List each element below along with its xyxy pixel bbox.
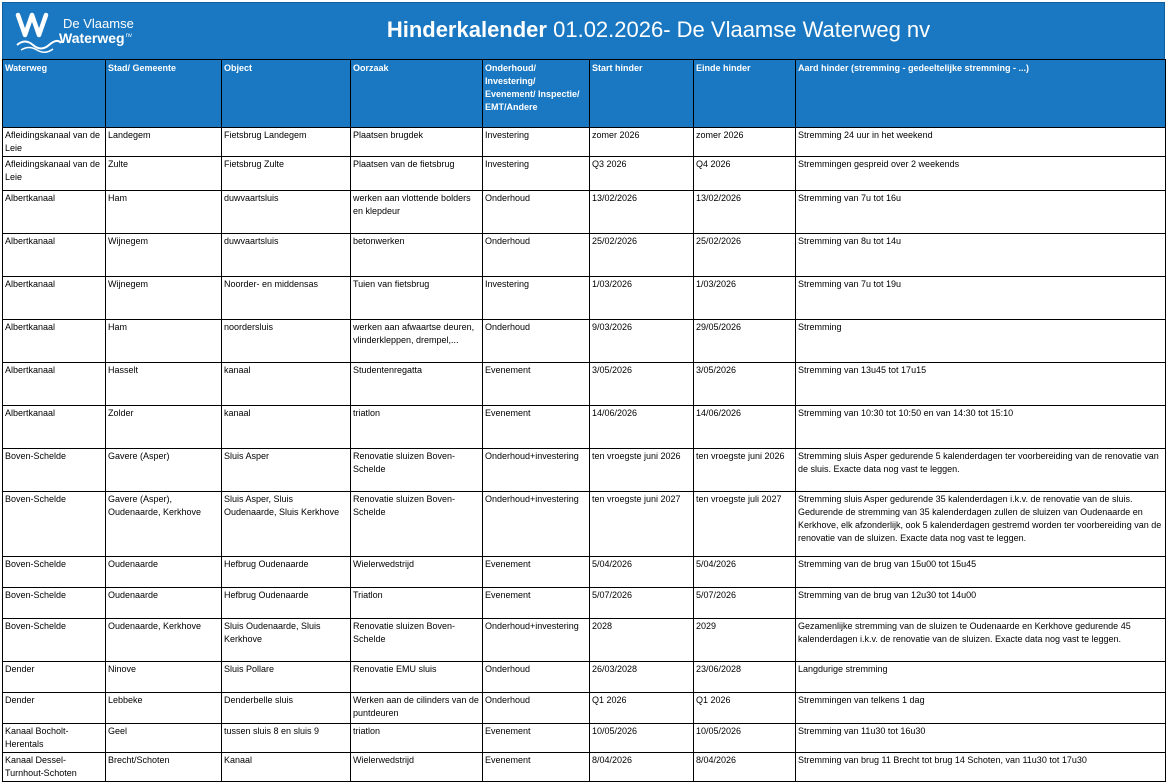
cell-object: Kanaal bbox=[222, 753, 351, 782]
cell-type: Onderhoud+investering bbox=[483, 492, 590, 557]
cell-waterweg: Afleidingskanaal van de Leie bbox=[3, 157, 106, 191]
table-row bbox=[3, 492, 1166, 557]
table-row bbox=[3, 406, 1166, 449]
cell-waterweg: Albertkanaal bbox=[3, 277, 106, 320]
logo bbox=[15, 11, 155, 55]
table-row bbox=[3, 724, 1166, 753]
table-row bbox=[3, 449, 1166, 492]
cell-start: zomer 2026 bbox=[590, 128, 694, 157]
cell-start: 26/03/2028 bbox=[590, 662, 694, 693]
cell-object: noordersluis bbox=[222, 320, 351, 363]
cell-object: kanaal bbox=[222, 406, 351, 449]
column-header: Waterweg bbox=[3, 60, 106, 128]
cell-einde: 5/04/2026 bbox=[694, 557, 796, 588]
cell-aard: Stremming sluis Asper gedurende 5 kalenderdagen ter voorbereiding van de renovatie van de sluis. Exacte data nog vast te leggen. bbox=[796, 449, 1166, 492]
header-banner bbox=[2, 2, 1165, 60]
column-header: Onderhoud/ Investering/ Evenement/ Inspectie/ EMT/Andere bbox=[483, 60, 590, 128]
cell-einde: 23/06/2028 bbox=[694, 662, 796, 693]
table-header-row bbox=[3, 60, 1166, 128]
cell-oorzaak: Wielerwedstrijd bbox=[351, 753, 483, 782]
cell-oorzaak: Renovatie sluizen Boven-Schelde bbox=[351, 492, 483, 557]
page-title bbox=[153, 17, 1164, 43]
table-row bbox=[3, 128, 1166, 157]
hinder-table bbox=[2, 59, 1166, 782]
table-row bbox=[3, 753, 1166, 782]
cell-waterweg: Afleidingskanaal van de Leie bbox=[3, 128, 106, 157]
logo-text-main: Waterweg bbox=[59, 30, 125, 46]
cell-start: 1/03/2026 bbox=[590, 277, 694, 320]
cell-aard: Stremming van de brug van 15u00 tot 15u45 bbox=[796, 557, 1166, 588]
cell-einde: Q1 2026 bbox=[694, 693, 796, 724]
cell-gemeente: Wijnegem bbox=[106, 277, 222, 320]
cell-waterweg: Albertkanaal bbox=[3, 234, 106, 277]
cell-object: Denderbelle sluis bbox=[222, 693, 351, 724]
cell-type: Investering bbox=[483, 128, 590, 157]
column-header: Einde hinder bbox=[694, 60, 796, 128]
cell-type: Evenement bbox=[483, 724, 590, 753]
cell-oorzaak: Wielerwedstrijd bbox=[351, 557, 483, 588]
cell-aard: Stremming van brug 11 Brecht tot brug 14 Schoten, van 11u30 tot 17u30 bbox=[796, 753, 1166, 782]
cell-aard: Stremmingen gespreid over 2 weekends bbox=[796, 157, 1166, 191]
cell-einde: 13/02/2026 bbox=[694, 191, 796, 234]
cell-object: duwvaartsluis bbox=[222, 191, 351, 234]
cell-waterweg: Albertkanaal bbox=[3, 406, 106, 449]
cell-type: Onderhoud bbox=[483, 234, 590, 277]
cell-aard: Stremming bbox=[796, 320, 1166, 363]
column-header: Stad/ Gemeente bbox=[106, 60, 222, 128]
cell-type: Evenement bbox=[483, 363, 590, 406]
cell-einde: ten vroegste juni 2026 bbox=[694, 449, 796, 492]
cell-aard: Stremming 24 uur in het weekend bbox=[796, 128, 1166, 157]
cell-gemeente: Ham bbox=[106, 320, 222, 363]
column-header: Start hinder bbox=[590, 60, 694, 128]
cell-waterweg: Boven-Schelde bbox=[3, 449, 106, 492]
cell-object: Fietsbrug Landegem bbox=[222, 128, 351, 157]
cell-einde: 3/05/2026 bbox=[694, 363, 796, 406]
cell-einde: 10/05/2026 bbox=[694, 724, 796, 753]
cell-aard: Stremming van de brug van 12u30 tot 14u00 bbox=[796, 588, 1166, 619]
table-row bbox=[3, 234, 1166, 277]
cell-start: Q3 2026 bbox=[590, 157, 694, 191]
cell-waterweg: Boven-Schelde bbox=[3, 588, 106, 619]
cell-aard: Stremming van 11u30 tot 16u30 bbox=[796, 724, 1166, 753]
cell-type: Onderhoud bbox=[483, 191, 590, 234]
cell-waterweg: Boven-Schelde bbox=[3, 619, 106, 662]
cell-object: tussen sluis 8 en sluis 9 bbox=[222, 724, 351, 753]
cell-oorzaak: Plaatsen brugdek bbox=[351, 128, 483, 157]
cell-start: 25/02/2026 bbox=[590, 234, 694, 277]
cell-gemeente: Gavere (Asper), Oudenaarde, Kerkhove bbox=[106, 492, 222, 557]
cell-start: 8/04/2026 bbox=[590, 753, 694, 782]
cell-einde: 1/03/2026 bbox=[694, 277, 796, 320]
cell-waterweg: Kanaal Bocholt-Herentals bbox=[3, 724, 106, 753]
cell-oorzaak: Werken aan de cilinders van de puntdeuren bbox=[351, 693, 483, 724]
cell-type: Evenement bbox=[483, 557, 590, 588]
cell-aard: Stremming sluis Asper gedurende 35 kalenderdagen i.k.v. de renovatie van de sluis. Gedurende de stremming van 35 kalenderdagen zullen de sluizen van Oudenaarde en Kerkhove, elk afzonderlijk, ook 5 kalenderdagen gestremd worden ter voorbereiding van de renovatie van de sluizen. Exacte data nog vast te leggen. bbox=[796, 492, 1166, 557]
cell-object: duwvaartsluis bbox=[222, 234, 351, 277]
cell-oorzaak: Renovatie EMU sluis bbox=[351, 662, 483, 693]
cell-einde: ten vroegste juli 2027 bbox=[694, 492, 796, 557]
cell-gemeente: Oudenaarde bbox=[106, 557, 222, 588]
cell-oorzaak: triatlon bbox=[351, 724, 483, 753]
cell-gemeente: Ham bbox=[106, 191, 222, 234]
cell-gemeente: Wijnegem bbox=[106, 234, 222, 277]
cell-waterweg: Kanaal Dessel-Turnhout-Schoten bbox=[3, 753, 106, 782]
cell-aard: Stremming van 10:30 tot 10:50 en van 14:30 tot 15:10 bbox=[796, 406, 1166, 449]
cell-gemeente: Ninove bbox=[106, 662, 222, 693]
cell-gemeente: Landegem bbox=[106, 128, 222, 157]
cell-einde: 8/04/2026 bbox=[694, 753, 796, 782]
cell-aard: Stremmingen van telkens 1 dag bbox=[796, 693, 1166, 724]
cell-oorzaak: Renovatie sluizen Boven-Schelde bbox=[351, 619, 483, 662]
cell-type: Onderhoud bbox=[483, 320, 590, 363]
cell-aard: Stremming van 8u tot 14u bbox=[796, 234, 1166, 277]
cell-waterweg: Boven-Schelde bbox=[3, 557, 106, 588]
cell-type: Onderhoud+investering bbox=[483, 619, 590, 662]
cell-oorzaak: betonwerken bbox=[351, 234, 483, 277]
cell-einde: 29/05/2026 bbox=[694, 320, 796, 363]
cell-einde: 2029 bbox=[694, 619, 796, 662]
cell-einde: 5/07/2026 bbox=[694, 588, 796, 619]
column-header: Object bbox=[222, 60, 351, 128]
cell-object: Fietsbrug Zulte bbox=[222, 157, 351, 191]
cell-einde: 14/06/2026 bbox=[694, 406, 796, 449]
cell-object: Sluis Oudenaarde, Sluis Kerkhove bbox=[222, 619, 351, 662]
cell-oorzaak: Plaatsen van de fietsbrug bbox=[351, 157, 483, 191]
table-row bbox=[3, 588, 1166, 619]
cell-einde: zomer 2026 bbox=[694, 128, 796, 157]
logo-text-suffix: nv bbox=[125, 33, 132, 40]
table-row bbox=[3, 320, 1166, 363]
cell-start: ten vroegste juni 2026 bbox=[590, 449, 694, 492]
table-row bbox=[3, 191, 1166, 234]
cell-gemeente: Zolder bbox=[106, 406, 222, 449]
cell-aard: Gezamenlijke stremming van de sluizen te Oudenaarde en Kerkhove gedurende 45 kalenderdagen i.k.v. de renovatie van de sluizen. Exacte data nog vast te leggen. bbox=[796, 619, 1166, 662]
column-header: Oorzaak bbox=[351, 60, 483, 128]
cell-waterweg: Albertkanaal bbox=[3, 363, 106, 406]
cell-object: Sluis Pollare bbox=[222, 662, 351, 693]
cell-gemeente: Zulte bbox=[106, 157, 222, 191]
cell-oorzaak: werken aan afwaartse deuren, vlinderkleppen, drempel,... bbox=[351, 320, 483, 363]
cell-start: 5/04/2026 bbox=[590, 557, 694, 588]
cell-oorzaak: werken aan vlottende bolders en klepdeur bbox=[351, 191, 483, 234]
title-prefix: Hinderkalender bbox=[386, 17, 547, 42]
cell-waterweg: Boven-Schelde bbox=[3, 492, 106, 557]
cell-type: Onderhoud bbox=[483, 693, 590, 724]
cell-start: 5/07/2026 bbox=[590, 588, 694, 619]
cell-aard: Stremming van 13u45 tot 17u15 bbox=[796, 363, 1166, 406]
cell-start: 2028 bbox=[590, 619, 694, 662]
table-row bbox=[3, 157, 1166, 191]
cell-einde: Q4 2026 bbox=[694, 157, 796, 191]
cell-aard: Stremming van 7u tot 16u bbox=[796, 191, 1166, 234]
cell-object: Hefbrug Oudenaarde bbox=[222, 557, 351, 588]
cell-gemeente: Geel bbox=[106, 724, 222, 753]
cell-gemeente: Hasselt bbox=[106, 363, 222, 406]
cell-aard: Stremming van 7u tot 19u bbox=[796, 277, 1166, 320]
cell-start: ten vroegste juni 2027 bbox=[590, 492, 694, 557]
cell-start: 3/05/2026 bbox=[590, 363, 694, 406]
cell-waterweg: Albertkanaal bbox=[3, 320, 106, 363]
table-row bbox=[3, 662, 1166, 693]
cell-gemeente: Gavere (Asper) bbox=[106, 449, 222, 492]
logo-text-top: De Vlaamse bbox=[63, 16, 134, 31]
cell-type: Evenement bbox=[483, 406, 590, 449]
cell-oorzaak: Studentenregatta bbox=[351, 363, 483, 406]
table-row bbox=[3, 277, 1166, 320]
cell-oorzaak: triatlon bbox=[351, 406, 483, 449]
cell-aard: Langdurige stremming bbox=[796, 662, 1166, 693]
logo-wave-icon bbox=[15, 11, 63, 55]
cell-oorzaak: Triatlon bbox=[351, 588, 483, 619]
cell-waterweg: Dender bbox=[3, 662, 106, 693]
cell-waterweg: Albertkanaal bbox=[3, 191, 106, 234]
cell-object: Hefbrug Oudenaarde bbox=[222, 588, 351, 619]
table-row bbox=[3, 619, 1166, 662]
cell-einde: 25/02/2026 bbox=[694, 234, 796, 277]
table-row bbox=[3, 557, 1166, 588]
column-header: Aard hinder (stremming - gedeeltelijke stremming - ...) bbox=[796, 60, 1166, 128]
cell-type: Onderhoud bbox=[483, 662, 590, 693]
cell-type: Evenement bbox=[483, 753, 590, 782]
cell-start: Q1 2026 bbox=[590, 693, 694, 724]
cell-object: Noorder- en middensas bbox=[222, 277, 351, 320]
table-row bbox=[3, 363, 1166, 406]
cell-gemeente: Brecht/Schoten bbox=[106, 753, 222, 782]
cell-object: Sluis Asper bbox=[222, 449, 351, 492]
cell-oorzaak: Renovatie sluizen Boven-Schelde bbox=[351, 449, 483, 492]
cell-gemeente: Oudenaarde, Kerkhove bbox=[106, 619, 222, 662]
cell-type: Investering bbox=[483, 157, 590, 191]
title-suffix: - De Vlaamse Waterweg nv bbox=[663, 17, 931, 42]
cell-gemeente: Oudenaarde bbox=[106, 588, 222, 619]
cell-object: kanaal bbox=[222, 363, 351, 406]
cell-type: Evenement bbox=[483, 588, 590, 619]
cell-type: Investering bbox=[483, 277, 590, 320]
table-row bbox=[3, 693, 1166, 724]
cell-start: 9/03/2026 bbox=[590, 320, 694, 363]
cell-start: 10/05/2026 bbox=[590, 724, 694, 753]
cell-object: Sluis Asper, Sluis Oudenaarde, Sluis Kerkhove bbox=[222, 492, 351, 557]
cell-waterweg: Dender bbox=[3, 693, 106, 724]
cell-gemeente: Lebbeke bbox=[106, 693, 222, 724]
logo-text-bottom bbox=[59, 30, 132, 46]
cell-start: 13/02/2026 bbox=[590, 191, 694, 234]
cell-oorzaak: Tuien van fietsbrug bbox=[351, 277, 483, 320]
cell-type: Onderhoud+investering bbox=[483, 449, 590, 492]
cell-start: 14/06/2026 bbox=[590, 406, 694, 449]
title-date: 01.02.2026 bbox=[553, 17, 664, 42]
